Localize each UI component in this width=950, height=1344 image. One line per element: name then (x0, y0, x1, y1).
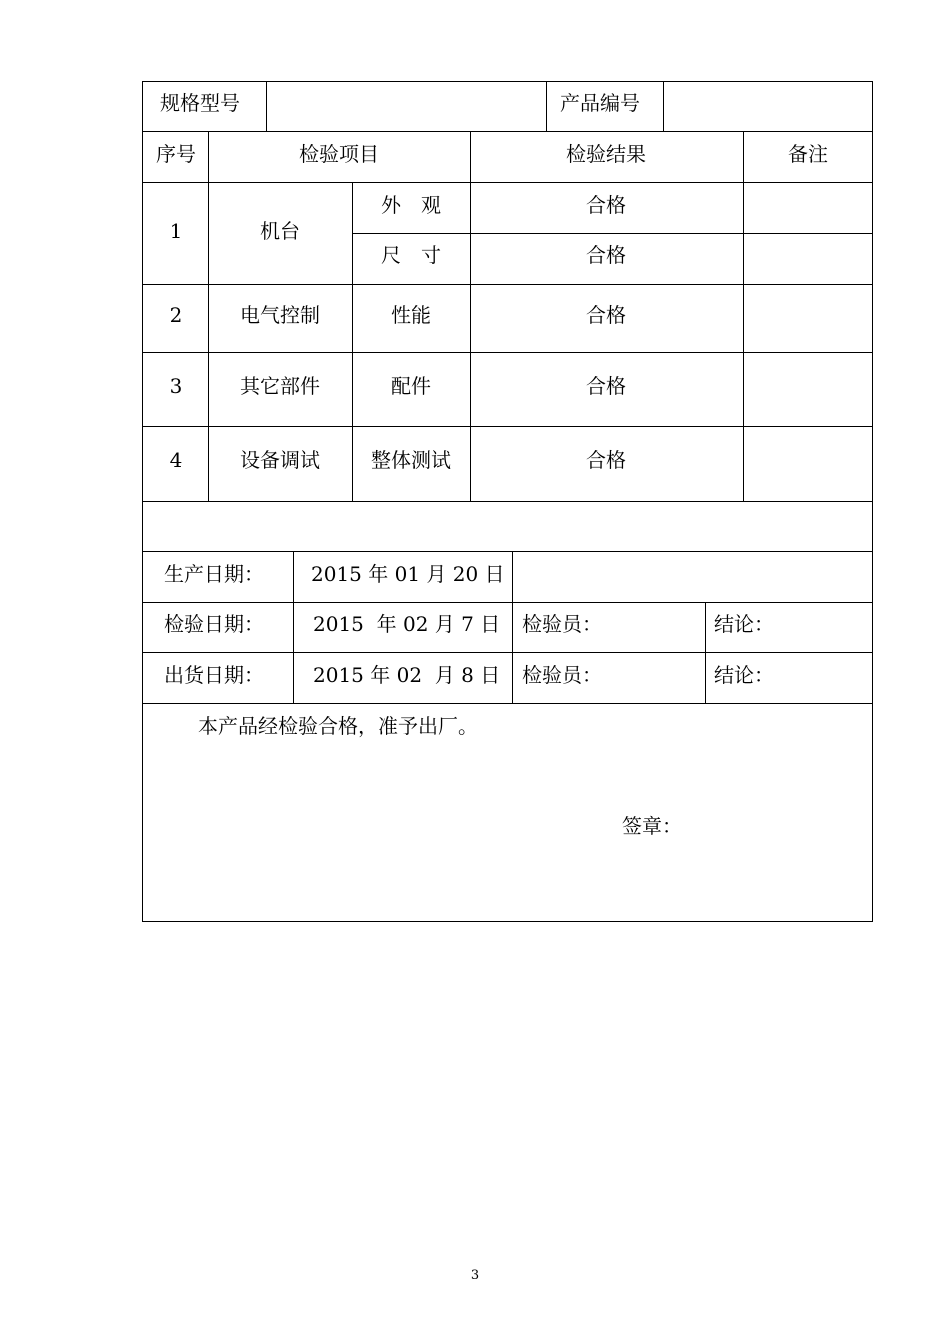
col-divider (705, 602, 706, 703)
row-divider (352, 233, 873, 234)
row-divider (142, 551, 873, 552)
inspector-label: 检验员： (522, 612, 602, 636)
product-number-label: 产品编号 (560, 91, 640, 115)
row-result: 合格 (586, 448, 626, 472)
col-header-result: 检验结果 (566, 142, 646, 166)
row-seq: 2 (169, 303, 183, 327)
col-divider (208, 131, 209, 501)
signature-label: 签章： (622, 814, 682, 838)
shipping-date-label: 出货日期： (164, 663, 264, 687)
col-header-item: 检验项目 (299, 142, 379, 166)
page-number: 3 (470, 1268, 480, 1283)
inspection-date-value: 2015 年 02 月 7 日 (313, 612, 501, 636)
row-group: 机台 (260, 219, 300, 243)
spec-model-label: 规格型号 (160, 91, 240, 115)
row-subitem: 整体测试 (371, 448, 451, 472)
col-divider (512, 551, 513, 703)
row-divider (142, 426, 873, 427)
row-divider (142, 182, 873, 183)
row-result: 合格 (586, 243, 626, 267)
row-subitem: 外 观 (381, 193, 441, 217)
col-header-seq: 序号 (156, 142, 196, 166)
col-divider (352, 182, 353, 501)
row-divider (142, 131, 873, 132)
row-divider (142, 501, 873, 502)
col-divider (470, 131, 471, 501)
row-group: 电气控制 (240, 303, 320, 327)
conclusion-label: 结论： (714, 663, 774, 687)
row-result: 合格 (586, 303, 626, 327)
row-divider (142, 703, 873, 704)
row-result: 合格 (586, 374, 626, 398)
col-divider (546, 81, 547, 131)
row-group: 设备调试 (240, 448, 320, 472)
production-date-value: 2015 年 01 月 20 日 (311, 562, 505, 586)
col-divider (663, 81, 664, 131)
inspection-date-label: 检验日期： (164, 612, 264, 636)
col-divider (266, 81, 267, 131)
production-date-label: 生产日期： (164, 562, 264, 586)
row-seq: 3 (169, 374, 183, 398)
row-result: 合格 (586, 193, 626, 217)
row-subitem: 性能 (391, 303, 431, 327)
col-divider (293, 551, 294, 703)
row-subitem: 尺 寸 (381, 243, 441, 267)
col-divider (743, 131, 744, 501)
col-header-remark: 备注 (788, 142, 828, 166)
approval-statement: 本产品经检验合格，准予出厂。 (198, 714, 478, 738)
row-divider (142, 284, 873, 285)
row-seq: 1 (169, 219, 183, 243)
conclusion-label: 结论： (714, 612, 774, 636)
row-group: 其它部件 (240, 374, 320, 398)
row-divider (142, 602, 873, 603)
row-seq: 4 (169, 448, 183, 472)
row-subitem: 配件 (391, 374, 431, 398)
shipping-date-value: 2015 年 02 月 8 日 (313, 663, 501, 687)
row-divider (142, 652, 873, 653)
inspector-label: 检验员： (522, 663, 602, 687)
row-divider (142, 352, 873, 353)
